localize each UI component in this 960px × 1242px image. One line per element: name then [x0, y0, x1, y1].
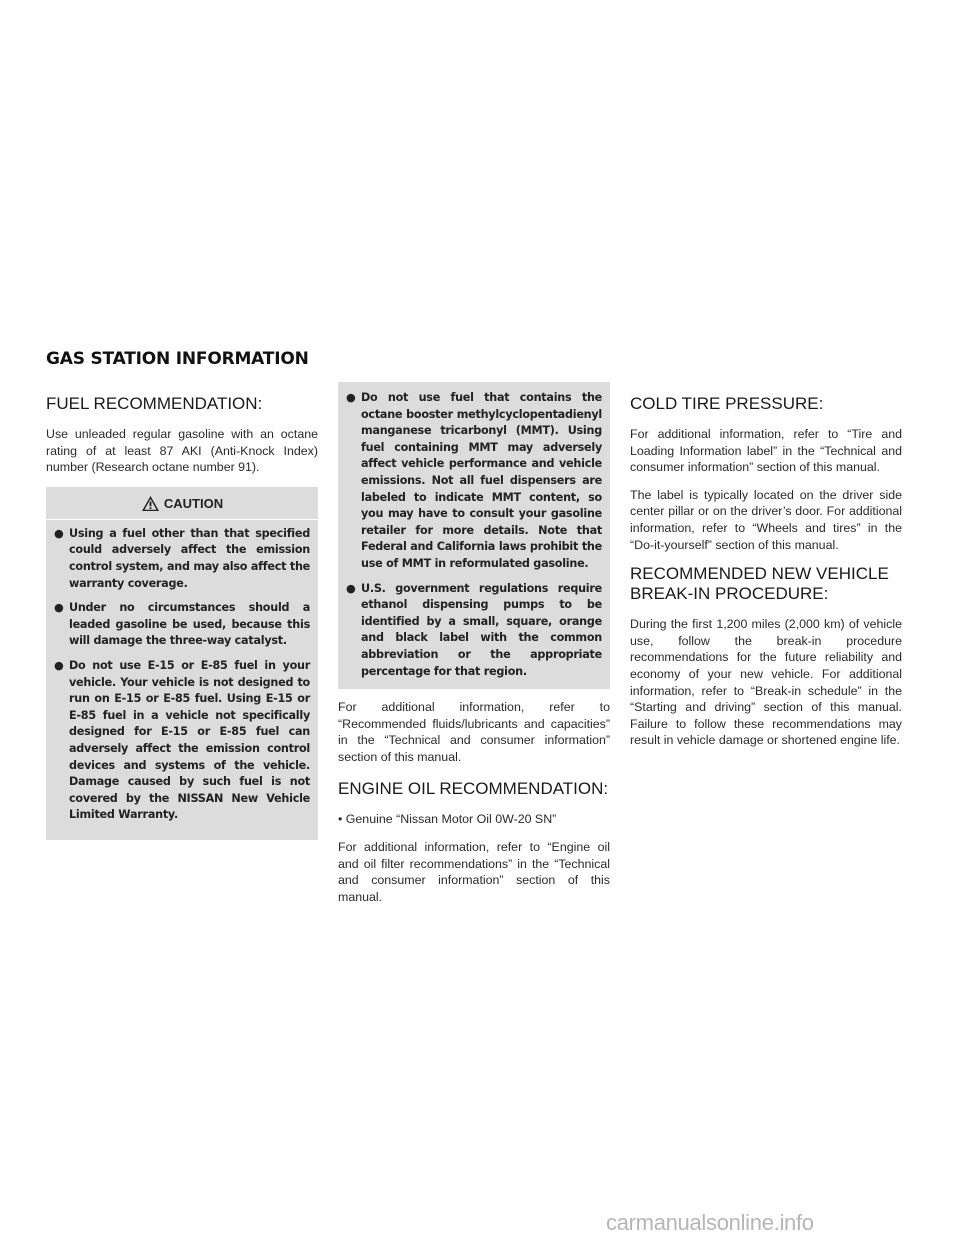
- fuel-heading: FUEL RECOMMENDATION:: [46, 394, 263, 413]
- warning-triangle-icon: [141, 495, 160, 512]
- oil-item: • Genuine “Nissan Motor Oil 0W-20 SN”: [338, 812, 557, 827]
- tire-p2: The label is typically located on the driver side center pillar or on the driver’s door. For additional information, refer to “Wheels and tires” in the “Do-it-yourself” section of this manual.: [630, 487, 902, 552]
- caution-item: ● Using a fuel other than that specified could adversely affect the emission control system, and may also affect the warranty coverage.: [54, 526, 310, 590]
- fuel-more-info: For additional information, refer to “Recommended fluids/lubricants and capacities” in the “Technical and consumer information” section of this manual.: [338, 700, 610, 764]
- caution-box: [46, 487, 318, 840]
- tire-p1: For additional information, refer to “Tire and Loading Information label” in the “Technical and consumer information” section of this manual.: [630, 427, 902, 475]
- oil-more-info: For additional information, refer to “Engine oil and oil filter recommendations” in the “Technical and consumer information” section of this manual.: [338, 840, 610, 904]
- watermark: carmanualsonline.info: [606, 1210, 814, 1235]
- caution-item: ● Do not use E-15 or E-85 fuel in your vehicle. Your vehicle is not designed to run on E-15 or E-85 fuel. Using E-15 or E-85 fuel in a vehicle not specifically designed for E-15 or E-85 fuel can adversely affect the emission control devices and systems of the vehicle. Damage caused by such fuel is not covered by the NISSAN New Vehicle Limited Warranty.: [54, 658, 310, 822]
- caution-item: ● U.S. government regulations require ethanol dispensing pumps to be identified by a small, square, orange and black label with the common abbreviation or the appropriate percentage for that region.: [346, 581, 602, 678]
- tire-heading: COLD TIRE PRESSURE:: [630, 394, 824, 413]
- section-title: GAS STATION INFORMATION: [46, 349, 309, 369]
- caution-item: ● Under no circumstances should a leaded gasoline be used, because this will damage the three-way catalyst.: [54, 601, 310, 648]
- fuel-intro: Use unleaded regular gasoline with an octane rating of at least 87 AKI (Anti-Knock Index) number (Research octane number 91).: [46, 427, 318, 475]
- column-middle: [338, 382, 610, 916]
- column-fuel: [46, 394, 318, 840]
- caution-box-continued: [338, 382, 610, 689]
- caution-header: [46, 495, 318, 520]
- breakin-heading: RECOMMENDED NEW VEHICLE BREAK-IN PROCEDURE:: [630, 564, 889, 604]
- oil-heading: ENGINE OIL RECOMMENDATION:: [338, 779, 609, 799]
- caution-label: CAUTION: [163, 495, 224, 511]
- column-right: [630, 394, 902, 760]
- breakin-p1: During the first 1,200 miles (2,000 km) of vehicle use, follow the break-in procedure recommendations for the future reliability and economy of your new vehicle. For additional information, refer to “Break-in schedule” in the “Starting and driving” section of this manual. Failure to follow these recommendations may result in vehicle damage or shortened engine life.: [630, 617, 902, 748]
- caution-item: ● Do not use fuel that contains the octane booster methylcyclopentadienyl manganese tricarbonyl (MMT). Using fuel containing MMT may adversely affect vehicle performance and vehicle emissions. Not all fuel dispensers are labeled to indicate MMT content, so you may have to consult your gasoline retailer for more details. Note that Federal and California laws prohibit the use of MMT in reformulated gasoline.: [346, 391, 602, 570]
